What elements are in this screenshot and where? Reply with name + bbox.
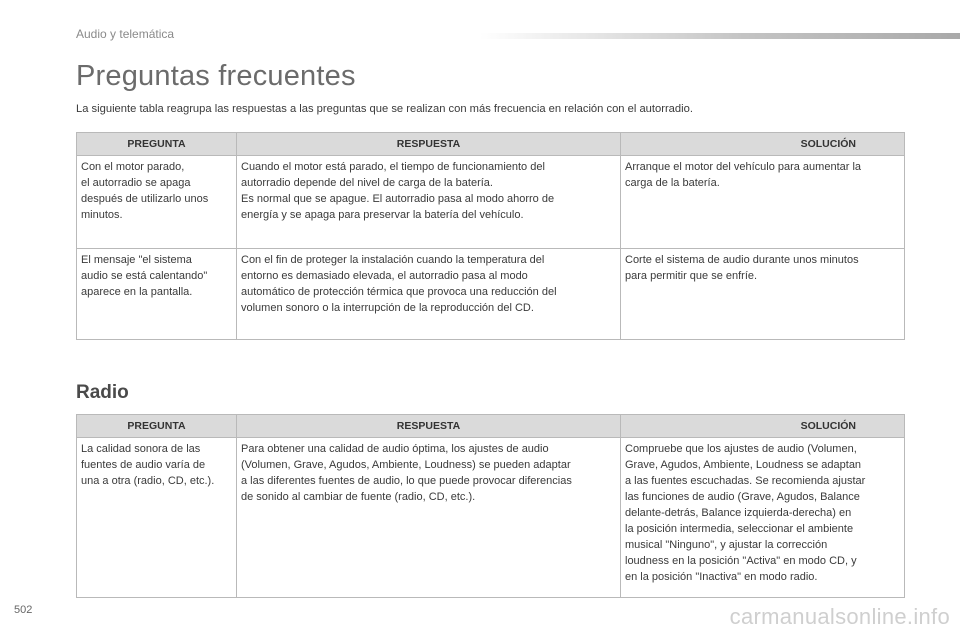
question-cell: Con el motor parado, el autorradio se apaga después de utilizarlo unos minutos. (77, 156, 237, 249)
column-header-solution: SOLUCIÓN (621, 415, 905, 438)
header-gradient-bar (480, 33, 960, 39)
table-header-row (77, 133, 905, 156)
table-row (77, 249, 905, 340)
question-cell: El mensaje "el sistema audio se está calentando" aparece en la pantalla. (77, 249, 237, 340)
column-header-question: PREGUNTA (77, 415, 237, 438)
page-title: Preguntas frecuentes (76, 60, 356, 92)
solution-cell: Compruebe que los ajustes de audio (Volumen, Grave, Agudos, Ambiente, Loudness se adaptan a las fuentes escuchadas. Se recomienda ajustar las funciones de audio (Grave, Agudos, Balance delante-detrás, Balance izquierda-derecha) en la posición intermedia, seleccionar el ambiente musical "Ninguno", y ajustar la corrección loudness en la posición "Activa" en modo CD, y en la posición "Inactiva" en modo radio. (621, 438, 905, 598)
table-row (77, 156, 905, 249)
answer-cell: Para obtener una calidad de audio óptima, los ajustes de audio (Volumen, Grave, Agudos, Ambiente, Loudness) se pueden adaptar a las diferentes fuentes de audio, lo que puede provocar diferencias de sonido al cambiar de fuente (radio, CD, etc.). (237, 438, 621, 598)
faq-table-radio (76, 414, 905, 598)
column-header-solution: SOLUCIÓN (621, 133, 905, 156)
faq-table-general (76, 132, 905, 340)
watermark: carmanualsonline.info (729, 604, 950, 629)
section-label: Audio y telemática (76, 27, 175, 41)
column-header-question: PREGUNTA (77, 133, 237, 156)
answer-cell: Cuando el motor está parado, el tiempo de funcionamiento del autorradio depende del nivel de carga de la batería. Es normal que se apague. El autorradio pasa al modo ahorro de energía y se apaga para preservar la batería del vehículo. (237, 156, 621, 249)
page-number: 502 (14, 604, 33, 616)
column-header-answer: RESPUESTA (237, 133, 621, 156)
answer-cell: Con el fin de proteger la instalación cuando la temperatura del entorno es demasiado elevada, el autorradio pasa al modo automático de protección térmica que provoca una reducción del volumen sonoro o la interrupción de la reproducción del CD. (237, 249, 621, 340)
question-cell: La calidad sonora de las fuentes de audio varía de una a otra (radio, CD, etc.). (77, 438, 237, 598)
table-header-row (77, 415, 905, 438)
solution-cell: Corte el sistema de audio durante unos minutos para permitir que se enfríe. (621, 249, 905, 340)
section-title-radio: Radio (76, 382, 129, 403)
column-header-answer: RESPUESTA (237, 415, 621, 438)
intro-text: La siguiente tabla reagrupa las respuestas a las preguntas que se realizan con más frecuencia en relación con el autorradio. (76, 103, 693, 115)
solution-cell: Arranque el motor del vehículo para aumentar la carga de la batería. (621, 156, 905, 249)
table-row (77, 438, 905, 598)
